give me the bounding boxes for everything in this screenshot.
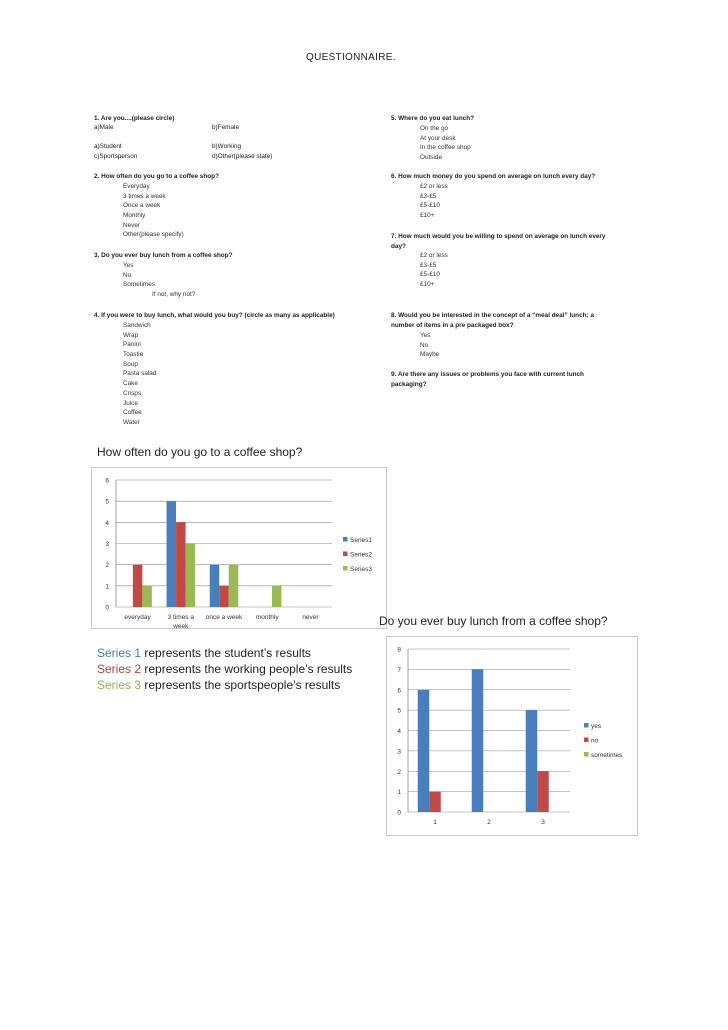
chart1-frame	[91, 467, 387, 629]
chart2-legend-label: no	[591, 737, 599, 745]
q3-option: Sometimes	[123, 281, 155, 289]
q4-option: Crisps	[123, 389, 142, 397]
chart1-legend-swatch	[343, 537, 348, 542]
chart2-y-tick-label: 8	[397, 646, 401, 654]
chart2-bar-yes	[418, 690, 430, 812]
chart1-bar-series3	[142, 586, 152, 607]
chart1-bar-series2	[219, 586, 229, 607]
q7-option: £2 or less	[420, 252, 448, 259]
chart2-y-tick-label: 4	[397, 728, 401, 735]
chart1-legend-label: Series3	[350, 565, 373, 573]
chart1-legend-label: Series1	[350, 536, 373, 544]
chart2-bar-yes	[472, 669, 484, 812]
chart1-x-tick-label: 3 times a	[167, 614, 194, 621]
chart2-y-tick-label: 3	[397, 748, 401, 756]
series-3-name: Series 3	[97, 678, 142, 692]
q1-option-female: b)Female	[212, 124, 239, 131]
series-1-desc: represents the student’s results	[141, 646, 311, 660]
chart2-title: Do you ever buy lunch from a coffee shop?	[379, 614, 608, 628]
q2-option: Never	[123, 221, 141, 229]
q9-label-line: 9. Are there any issues or problems you face with current lunch	[391, 371, 584, 378]
chart1-y-tick-label: 5	[105, 498, 109, 506]
chart1-legend-swatch	[343, 566, 348, 571]
q7-option: £5-£10	[420, 271, 440, 279]
chart2-x-tick-label: 1	[433, 819, 437, 826]
q6-option: £3-£5	[420, 192, 437, 200]
series-2-name: Series 2	[97, 662, 142, 676]
question-6-options	[420, 182, 448, 221]
q4-option: Sandwich	[123, 322, 151, 329]
question-3-label: 3. Do you ever buy lunch from a coffee shop?	[94, 252, 233, 259]
q2-option: Once a week	[123, 202, 161, 210]
chart1-bar-series3	[272, 586, 282, 607]
chart1-y-tick-label: 0	[105, 604, 109, 612]
chart1-svg	[92, 468, 388, 630]
q1-option-working: b)Working	[212, 143, 242, 150]
question-5-label: 5. Where do you eat lunch?	[391, 115, 475, 122]
chart2-y-tick-label: 0	[397, 809, 401, 817]
page-title: QUESTIONNAIRE.	[306, 52, 396, 63]
chart2-legend-swatch	[584, 752, 589, 757]
q5-option: At your desk	[420, 134, 456, 142]
series-3-note	[97, 677, 352, 693]
q7-label-line: day?	[391, 242, 406, 250]
q3-option: No	[123, 271, 132, 279]
chart1-legend-label: Series2	[350, 551, 373, 559]
series-1-note	[97, 645, 352, 661]
q4-option: Wrap	[123, 331, 139, 339]
question-4-options	[123, 321, 156, 428]
question-4-label: 4. If you were to buy lunch, what would you buy? (circle as many as applicable)	[94, 312, 335, 319]
q3-option: Yes	[123, 262, 134, 269]
chart1-bar-series2	[133, 565, 143, 607]
series-3-desc: represents the sportspeople’s results	[141, 678, 341, 692]
question-7-options	[420, 251, 448, 290]
chart1-x-tick-label: monthly	[255, 614, 279, 621]
chart1-x-tick-label: week	[173, 623, 189, 630]
chart1-bar-series1	[167, 501, 177, 607]
question-7-label	[391, 232, 605, 251]
chart1-legend-swatch	[343, 552, 348, 557]
q2-option: 3 times a week	[123, 192, 166, 200]
q6-option: £5-£10	[420, 202, 440, 210]
q4-option: Pasta salad	[123, 370, 157, 378]
q8-option: Maybe	[420, 351, 440, 359]
chart2-x-tick-label: 2	[487, 819, 491, 826]
q1-option-other: d)Other(please state)	[212, 153, 273, 160]
question-9-label	[391, 370, 584, 389]
q4-option: Juice	[123, 399, 138, 407]
chart2-y-tick-label: 7	[397, 666, 401, 674]
series-2-note	[97, 661, 352, 677]
q6-option: £10+	[420, 212, 435, 220]
q8-label-line: number of items in a pre packaged box?	[391, 321, 514, 329]
question-3-options	[123, 261, 155, 290]
q8-option: Yes	[420, 332, 431, 339]
chart2-y-tick-label: 1	[397, 789, 401, 797]
q4-option: Panini	[123, 341, 141, 349]
question-2-options	[123, 182, 184, 240]
chart2-legend-swatch	[584, 723, 589, 728]
chart1-x-tick-label: never	[302, 614, 319, 621]
chart1-x-tick-label: once a week	[205, 614, 243, 621]
chart2-y-tick-label: 2	[397, 768, 401, 776]
chart1-bar-series3	[186, 544, 196, 608]
q5-option: On the go	[420, 125, 449, 132]
chart2-frame	[386, 636, 638, 836]
q1-option-sportsperson: c)Sportsperson	[94, 153, 138, 160]
chart1-y-tick-label: 6	[105, 477, 109, 485]
chart2-legend-label: sometimes	[591, 751, 623, 759]
chart1-y-tick-label: 1	[105, 583, 109, 591]
chart2-y-tick-label: 5	[397, 707, 401, 715]
series-notes	[97, 645, 352, 693]
question-1-label: 1. Are you....(please circle)	[94, 115, 175, 122]
question-8-label	[391, 311, 594, 330]
q6-option: £2 or less	[420, 183, 448, 190]
chart2-svg	[387, 637, 639, 837]
question-3-followup: If not, why not?	[152, 291, 196, 298]
q2-option: Monthly	[123, 212, 146, 220]
question-8-options	[420, 331, 439, 360]
question-2-label: 2. How often do you go to a coffee shop?	[94, 173, 219, 180]
q2-option: Other(please specify)	[123, 231, 184, 239]
q1-option-male: a)Male	[94, 124, 114, 131]
q8-label-line: 8. Would you be interested in the concept of a “meal deal” lunch; a	[391, 312, 594, 319]
q8-option: No	[420, 341, 429, 349]
q9-label-line: packaging?	[391, 380, 427, 388]
q2-option: Everyday	[123, 183, 150, 190]
q5-option: In the coffee shop	[420, 144, 471, 152]
chart2-x-tick-label: 3	[541, 819, 545, 826]
chart1-x-tick-label: everyday	[124, 614, 151, 621]
chart2-legend-swatch	[584, 738, 589, 743]
chart1-bar-series3	[229, 565, 239, 607]
chart2-y-tick-label: 6	[397, 687, 401, 695]
chart2-bar-yes	[526, 710, 538, 812]
q5-option: Outside	[420, 154, 443, 162]
chart2-legend-label: yes	[591, 722, 602, 730]
chart1-y-tick-label: 3	[105, 541, 109, 548]
chart1-y-tick-label: 4	[105, 519, 109, 527]
q4-option: Toastie	[123, 351, 144, 359]
chart2-bar-no	[429, 792, 441, 812]
q7-label-line: 7. How much would you be willing to spend on average on lunch every	[391, 233, 606, 240]
chart1-y-tick-label: 2	[105, 562, 109, 570]
q4-option: Cake	[123, 380, 138, 388]
chart2-bar-no	[537, 771, 549, 812]
q4-option: Soup	[123, 360, 138, 368]
question-6-label: 6. How much money do you spend on average on lunch every day?	[391, 173, 596, 180]
q4-option: Coffee	[123, 409, 142, 417]
q4-option: Water	[123, 418, 140, 426]
q7-option: £10+	[420, 281, 435, 289]
q1-option-student: a)Student	[94, 143, 122, 150]
chart1-title: How often do you go to a coffee shop?	[97, 445, 303, 459]
chart1-bar-series2	[176, 522, 186, 607]
chart1-bar-series1	[210, 565, 220, 607]
series-1-name: Series 1	[97, 646, 142, 660]
q7-option: £3-£5	[420, 261, 437, 269]
question-5-options	[420, 124, 471, 163]
series-2-desc: represents the working people’s results	[141, 662, 353, 676]
